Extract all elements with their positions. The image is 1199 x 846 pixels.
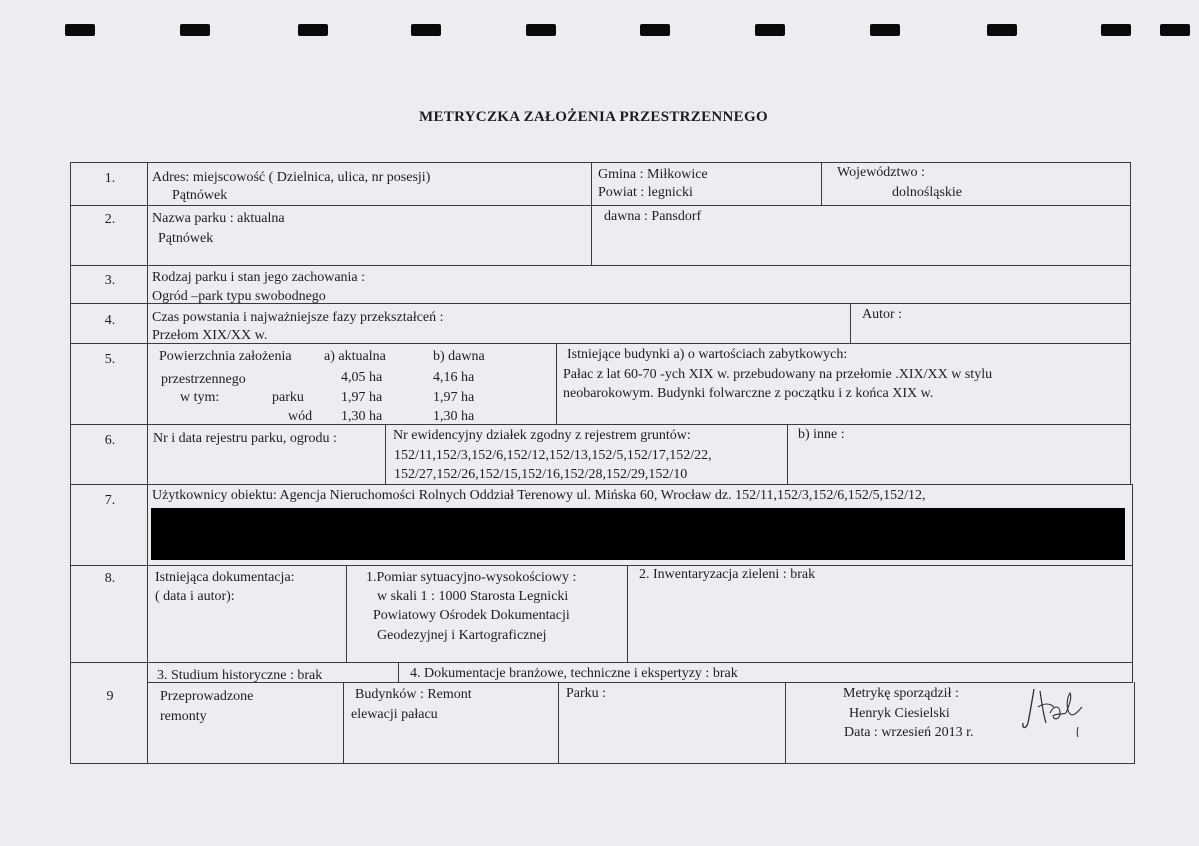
handwritten-signature bbox=[1020, 683, 1084, 743]
former-name: dawna : Pansdorf bbox=[604, 209, 702, 224]
table-rule bbox=[70, 162, 71, 763]
table-rule bbox=[70, 162, 1131, 163]
area-total-current: 4,05 ha bbox=[341, 370, 383, 385]
area-label: przestrzennego bbox=[161, 372, 246, 387]
row-number: 2. bbox=[104, 212, 116, 227]
document-title: METRYCZKA ZAŁOŻENIA PRZESTRZENNEGO bbox=[419, 109, 768, 125]
address-label: Adres: miejscowość ( Dzielnica, ulica, nr posesji) bbox=[152, 170, 431, 185]
park-name-value: Pątnówek bbox=[158, 231, 214, 246]
building-repairs: elewacji pałacu bbox=[351, 707, 438, 722]
author-name: Henryk Ciesielski bbox=[849, 706, 950, 721]
table-rule bbox=[627, 565, 628, 662]
table-rule bbox=[70, 205, 1131, 206]
survey-text: w skali 1 : 1000 Starosta Legnicki bbox=[377, 589, 569, 604]
inventory-text: 2. Inwentaryzacja zieleni : brak bbox=[639, 567, 816, 582]
row-number: 8. bbox=[104, 571, 116, 586]
parcel-label: Nr ewidencyjny działek zgodny z rejestrem gruntów: bbox=[393, 428, 691, 443]
table-rule bbox=[1130, 162, 1131, 485]
row-number: 5. bbox=[104, 352, 116, 367]
table-rule bbox=[398, 662, 399, 682]
registration-mark bbox=[755, 24, 785, 36]
buildings-description: neobarokowym. Budynki folwarczne z początku i z końca XIX w. bbox=[563, 386, 934, 401]
area-col-former: b) dawna bbox=[433, 349, 485, 364]
registration-mark bbox=[640, 24, 670, 36]
registration-mark bbox=[526, 24, 556, 36]
building-repairs: Budynków : Remont bbox=[355, 687, 472, 702]
survey-text: 1.Pomiar sytuacyjno-wysokościowy : bbox=[366, 570, 577, 585]
origin-label: Czas powstania i najważniejsze fazy przekształceń : bbox=[152, 310, 444, 325]
table-rule bbox=[70, 565, 1133, 566]
documentation-label: Istniejąca dokumentacja: bbox=[155, 570, 295, 585]
row-number: 7. bbox=[104, 493, 116, 508]
park-repairs: Parku : bbox=[566, 686, 607, 701]
park-area-former: 1,97 ha bbox=[433, 390, 475, 405]
table-rule bbox=[821, 162, 822, 205]
park-area-label: parku bbox=[272, 390, 304, 405]
table-rule bbox=[70, 424, 1131, 425]
prepared-by-label: Metrykę sporządził : bbox=[843, 686, 959, 701]
table-rule bbox=[558, 682, 559, 763]
water-area-label: wód bbox=[288, 409, 313, 424]
registration-mark bbox=[298, 24, 328, 36]
registration-mark bbox=[1101, 24, 1131, 36]
registration-mark bbox=[870, 24, 900, 36]
row-number: 4. bbox=[104, 313, 116, 328]
table-rule bbox=[1132, 484, 1133, 683]
park-area-current: 1,97 ha bbox=[341, 390, 383, 405]
table-rule bbox=[343, 682, 344, 763]
table-rule bbox=[556, 343, 557, 424]
row-number: 1. bbox=[104, 171, 116, 186]
area-col-current: a) aktualna bbox=[324, 349, 386, 364]
table-rule bbox=[1134, 682, 1135, 764]
registration-mark bbox=[180, 24, 210, 36]
park-type-value: Ogród –park typu swobodnego bbox=[152, 289, 326, 304]
table-rule bbox=[591, 162, 592, 265]
survey-text: Geodezyjnej i Kartograficznej bbox=[377, 628, 547, 643]
survey-text: Powiatowy Ośrodek Dokumentacji bbox=[373, 608, 570, 623]
origin-value: Przełom XIX/XX w. bbox=[152, 328, 268, 343]
table-rule bbox=[70, 265, 1131, 266]
buildings-label: Istniejące budynki a) o wartościach zabytkowych: bbox=[567, 347, 848, 362]
documentation-label: ( data i autor): bbox=[155, 589, 235, 604]
historical-study: 3. Studium historyczne : brak bbox=[157, 668, 323, 683]
gmina-field: Gmina : Miłkowice bbox=[598, 167, 708, 182]
document-date: Data : wrzesień 2013 r. bbox=[844, 725, 974, 740]
water-area-current: 1,30 ha bbox=[341, 409, 383, 424]
other-label: b) inne : bbox=[798, 427, 845, 442]
row-number: 6. bbox=[104, 433, 116, 448]
park-type-label: Rodzaj parku i stan jego zachowania : bbox=[152, 270, 366, 285]
area-label: Powierzchnia założenia bbox=[159, 349, 292, 364]
redaction-bar bbox=[151, 508, 1125, 560]
register-label: Nr i data rejestru parku, ogrodu : bbox=[153, 431, 337, 446]
registration-mark bbox=[65, 24, 95, 36]
repairs-label: Przeprowadzone bbox=[160, 689, 254, 704]
registration-mark bbox=[1160, 24, 1190, 36]
table-rule bbox=[850, 303, 851, 343]
registration-mark bbox=[411, 24, 441, 36]
water-area-former: 1,30 ha bbox=[433, 409, 475, 424]
including-label: w tym: bbox=[180, 390, 220, 405]
row-number: 9 bbox=[106, 689, 114, 704]
table-rule bbox=[70, 484, 1133, 485]
row-number: 3. bbox=[104, 273, 116, 288]
voivodeship-label: Województwo : bbox=[837, 165, 925, 180]
parcel-numbers: 152/11,152/3,152/6,152/12,152/13,152/5,152/17,152/22, bbox=[394, 448, 712, 463]
powiat-field: Powiat : legnicki bbox=[598, 185, 693, 200]
table-rule bbox=[70, 763, 1135, 764]
users-text: Użytkownicy obiektu: Agencja Nieruchomości Rolnych Oddział Terenowy ul. Mińska 60, Wrocław dz. 152/11,152/3,152/6,152/5,152/12, bbox=[152, 488, 926, 503]
table-rule bbox=[787, 424, 788, 484]
table-rule bbox=[385, 424, 386, 484]
parcel-numbers: 152/27,152/26,152/15,152/16,152/28,152/29,152/10 bbox=[394, 467, 688, 482]
table-rule bbox=[70, 662, 1133, 663]
table-rule bbox=[785, 682, 786, 763]
author-label: Autor : bbox=[862, 307, 903, 322]
buildings-description: Pałac z lat 60-70 -ych XIX w. przebudowany na przełomie .XIX/XX w stylu bbox=[563, 367, 993, 382]
registration-mark bbox=[987, 24, 1017, 36]
industry-documentation: 4. Dokumentacje branżowe, techniczne i ekspertyzy : brak bbox=[410, 666, 738, 681]
area-total-former: 4,16 ha bbox=[433, 370, 475, 385]
table-rule bbox=[147, 162, 148, 763]
table-rule bbox=[346, 565, 347, 662]
address-value: Pątnówek bbox=[172, 188, 228, 203]
park-name-label: Nazwa parku : aktualna bbox=[152, 211, 285, 226]
repairs-label: remonty bbox=[160, 709, 207, 724]
voivodeship-value: dolnośląskie bbox=[892, 185, 962, 200]
